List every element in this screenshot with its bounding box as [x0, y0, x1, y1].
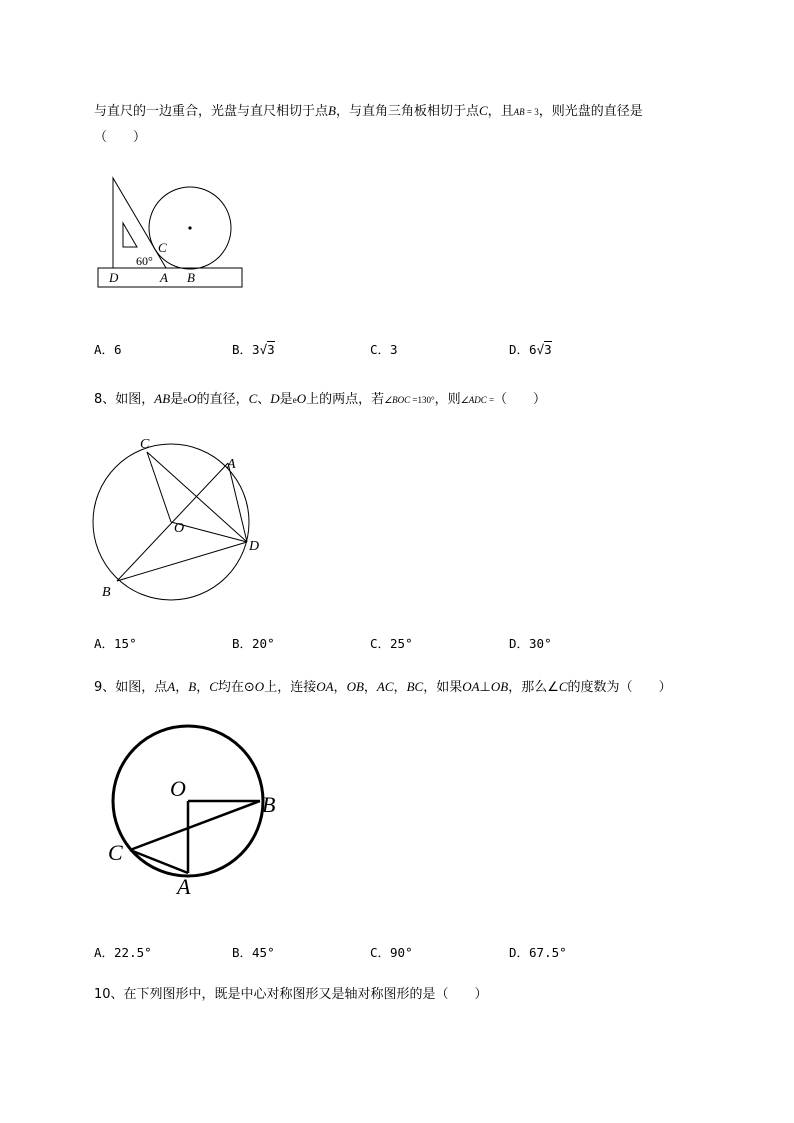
q9-option-b: B．45° — [232, 945, 275, 960]
label-B: B — [262, 792, 276, 817]
label-O: O — [170, 776, 186, 801]
segment-ad — [228, 463, 247, 542]
q10-stem: 10、在下列图形中，既是中心对称图形又是轴对称图形的是（ ） — [94, 987, 488, 1002]
q9-option-a: A．22.5° — [94, 945, 152, 960]
label-D: D — [249, 539, 260, 554]
q8-option-d: D．30° — [509, 636, 552, 651]
q9-option-c: C．90° — [370, 945, 413, 960]
label-O: O — [174, 521, 185, 536]
label-C: C — [108, 840, 123, 865]
ruler — [98, 268, 242, 287]
q8-figure — [88, 432, 268, 607]
q8-option-b: B．20° — [232, 636, 275, 651]
label-60: 60° — [136, 254, 153, 268]
label-C: C — [140, 437, 150, 452]
q8-option-a: A．15° — [94, 636, 137, 651]
label-A: A — [177, 874, 191, 899]
q8-option-c: C．25° — [370, 636, 413, 651]
q8-stem: 8、如图，AB是eO的直径，C、D是eO上的两点，若∠BOC =130°，则∠ADC =（ ） — [94, 391, 547, 407]
q7-option-c: C．3 — [370, 342, 398, 357]
q9-option-d: D．67.5° — [509, 945, 567, 960]
q9-figure — [100, 718, 290, 903]
q7-answer-paren: （ ） — [94, 130, 147, 145]
sqrt-sign: √ — [536, 342, 545, 357]
q7-option-d: D．6√3 — [509, 342, 552, 357]
label-A: A — [227, 457, 236, 472]
label-B: B — [102, 585, 111, 600]
label-B: B — [187, 270, 195, 285]
q7-stem-line1: 与直尺的一边重合，光盘与直尺相切于点B，与直角三角板相切于点C，且AB = 3，则光盘的直径是 — [94, 103, 643, 119]
sqrt-sign: √ — [259, 342, 268, 357]
q7-option-a: A．6 — [94, 342, 122, 357]
label-C: C — [158, 240, 167, 255]
disc-center — [188, 226, 191, 229]
q7-figure — [90, 170, 260, 295]
q9-stem: 9、如图，点A，B，C均在⊙O上，连接OA，OB，AC，BC，如果OA⊥OB，那么∠C的度数为（ ） — [94, 679, 672, 695]
label-D: D — [109, 270, 119, 285]
set-square-hole — [123, 223, 137, 247]
label-A: A — [160, 270, 168, 285]
q7-option-b: B．3√3 — [232, 342, 275, 357]
segment-bc — [130, 801, 260, 850]
